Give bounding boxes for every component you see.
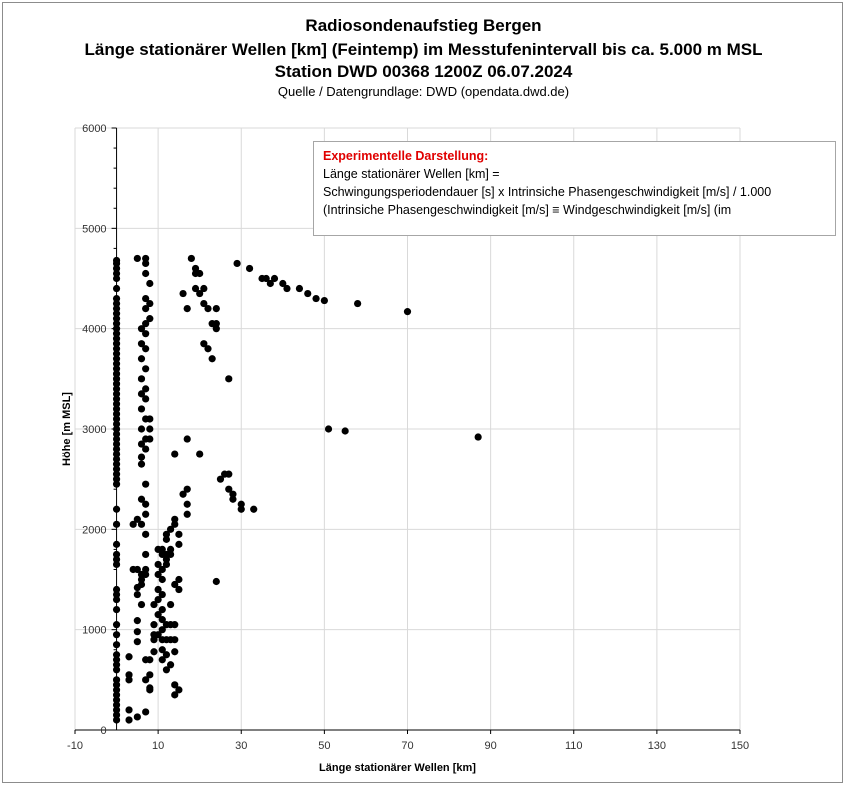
data-point xyxy=(142,395,149,402)
data-point xyxy=(196,450,203,457)
data-point xyxy=(134,591,141,598)
data-point xyxy=(138,375,145,382)
data-point xyxy=(138,405,145,412)
data-point xyxy=(213,578,220,585)
note-heading: Experimentelle Darstellung: xyxy=(323,149,489,163)
data-point xyxy=(204,345,211,352)
data-point xyxy=(354,300,361,307)
data-point xyxy=(184,501,191,508)
data-point xyxy=(142,708,149,715)
x-tick-label: 110 xyxy=(564,740,583,752)
data-point xyxy=(163,561,170,568)
data-point xyxy=(146,280,153,287)
data-point xyxy=(142,531,149,538)
x-tick-label: 70 xyxy=(401,740,414,752)
data-point xyxy=(142,501,149,508)
data-point xyxy=(134,628,141,635)
data-point xyxy=(209,355,216,362)
data-point xyxy=(325,425,332,432)
data-point xyxy=(146,425,153,432)
chart-source: Quelle / Datengrundlage: DWD (opendata.dwd.de) xyxy=(277,84,570,99)
data-point xyxy=(167,551,174,558)
note-line-3: (Intrinsiche Phasengeschwindigkeit [m/s] ≡ Windgeschwindigkeit [m/s] (im xyxy=(323,203,732,217)
y-tick-label: 0 xyxy=(100,725,107,737)
data-point xyxy=(150,648,157,655)
data-point xyxy=(142,551,149,558)
y-tick-label: 2000 xyxy=(82,524,107,537)
data-point xyxy=(142,270,149,277)
data-point xyxy=(138,425,145,432)
y-tick-label: 5000 xyxy=(82,223,107,236)
data-point xyxy=(312,295,319,302)
data-point xyxy=(138,355,145,362)
y-tick-label: 3000 xyxy=(82,424,107,436)
data-point xyxy=(213,325,220,332)
data-point xyxy=(225,375,232,382)
data-point xyxy=(134,255,141,262)
data-point xyxy=(146,671,153,678)
data-point xyxy=(225,471,232,478)
x-tick-label: 50 xyxy=(318,740,331,752)
data-point xyxy=(213,305,220,312)
x-tick-label: 30 xyxy=(235,740,248,752)
data-point xyxy=(171,648,178,655)
data-point xyxy=(142,511,149,518)
data-point xyxy=(246,265,253,272)
data-point xyxy=(125,653,132,660)
data-point xyxy=(142,345,149,352)
data-point xyxy=(175,541,182,548)
data-point xyxy=(175,686,182,693)
data-point xyxy=(142,571,149,578)
data-point xyxy=(175,531,182,538)
data-point xyxy=(113,606,120,613)
data-point xyxy=(475,433,482,440)
data-point xyxy=(125,716,132,723)
y-tick-label: 4000 xyxy=(82,323,107,336)
data-point xyxy=(175,576,182,583)
data-point xyxy=(163,651,170,658)
data-point xyxy=(404,308,411,315)
data-point xyxy=(250,506,257,513)
data-point xyxy=(113,506,120,513)
data-point xyxy=(238,506,245,513)
data-point xyxy=(150,621,157,628)
experimental-note-box xyxy=(313,141,836,236)
data-point xyxy=(113,257,120,264)
data-point xyxy=(142,385,149,392)
data-point xyxy=(113,586,120,593)
data-point xyxy=(184,486,191,493)
y-tick-label: 1000 xyxy=(82,624,107,637)
data-point xyxy=(271,275,278,282)
data-point xyxy=(321,297,328,304)
data-point xyxy=(171,621,178,628)
y-axis-label: Höhe [m MSL] xyxy=(61,392,73,466)
data-point xyxy=(146,686,153,693)
data-point xyxy=(146,656,153,663)
data-point xyxy=(200,285,207,292)
chart-title-line-3: Station DWD 00368 1200Z 06.07.2024 xyxy=(274,62,573,81)
data-point xyxy=(138,453,145,460)
data-point xyxy=(138,461,145,468)
data-point xyxy=(159,606,166,613)
data-point xyxy=(196,270,203,277)
chart-title-line-2: Länge stationärer Wellen [km] (Feintemp) im Messtufenintervall bis ca. 5.000 m MSL xyxy=(84,40,763,59)
data-point xyxy=(113,285,120,292)
x-tick-label: 130 xyxy=(647,740,667,752)
data-point xyxy=(113,631,120,638)
data-point xyxy=(142,260,149,267)
data-point xyxy=(142,481,149,488)
data-point xyxy=(134,617,141,624)
data-point xyxy=(184,511,191,518)
y-tick-label: 6000 xyxy=(82,123,107,135)
data-point xyxy=(179,290,186,297)
data-point xyxy=(113,295,120,302)
data-point xyxy=(342,427,349,434)
data-point xyxy=(204,305,211,312)
data-point xyxy=(146,435,153,442)
data-point xyxy=(184,435,191,442)
data-point xyxy=(125,671,132,678)
data-point xyxy=(171,521,178,528)
data-point xyxy=(296,285,303,292)
note-line-2: Schwingungsperiodendauer [s] x Intrinsiche Phasengeschwindigkeit [m/s] / 1.000 xyxy=(323,185,772,199)
data-point xyxy=(138,521,145,528)
data-point xyxy=(134,638,141,645)
x-axis-label: Länge stationärer Wellen [km] xyxy=(319,762,476,774)
data-point xyxy=(138,581,145,588)
chart-title-line-1: Radiosondenaufstieg Bergen xyxy=(305,16,542,35)
data-point xyxy=(167,601,174,608)
data-point xyxy=(184,305,191,312)
data-point xyxy=(159,591,166,598)
data-point xyxy=(113,651,120,658)
x-tick-label: 90 xyxy=(484,740,497,752)
data-point xyxy=(188,255,195,262)
data-point xyxy=(159,576,166,583)
data-point xyxy=(125,706,132,713)
data-point xyxy=(146,300,153,307)
data-point xyxy=(113,641,120,648)
data-point xyxy=(146,415,153,422)
data-point xyxy=(113,621,120,628)
data-point xyxy=(167,661,174,668)
note-line-1: Länge stationärer Wellen [km] = xyxy=(323,167,500,181)
data-point xyxy=(113,551,120,558)
data-point xyxy=(283,285,290,292)
x-tick-label: 150 xyxy=(730,740,750,752)
data-point xyxy=(304,290,311,297)
data-point xyxy=(113,541,120,548)
data-point xyxy=(142,445,149,452)
data-point xyxy=(142,365,149,372)
data-point xyxy=(113,676,120,683)
x-tick-label: 10 xyxy=(152,740,165,752)
data-point xyxy=(142,330,149,337)
data-point xyxy=(138,601,145,608)
data-point xyxy=(229,491,236,498)
data-point xyxy=(175,586,182,593)
data-point xyxy=(134,713,141,720)
data-point xyxy=(113,521,120,528)
data-point xyxy=(146,315,153,322)
x-tick-label: -10 xyxy=(67,740,83,752)
data-point xyxy=(171,450,178,457)
data-point xyxy=(233,260,240,267)
data-point xyxy=(171,636,178,643)
